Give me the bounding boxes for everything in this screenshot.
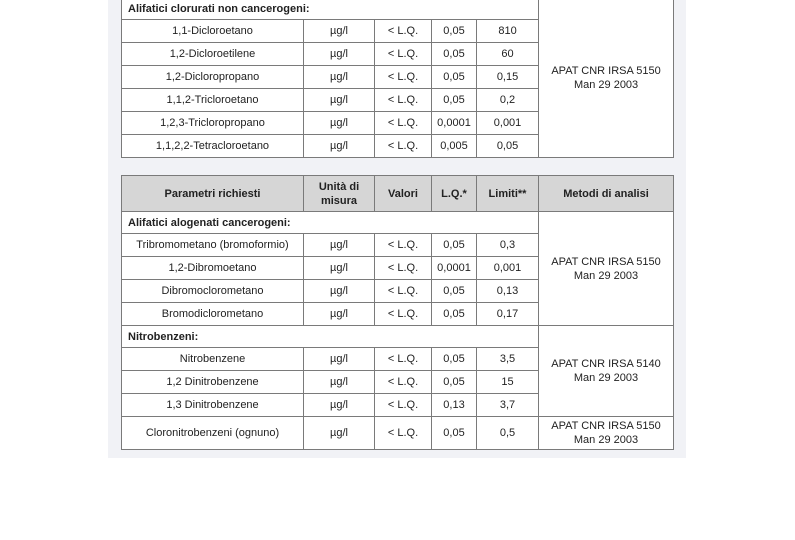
param-cell: 1,1,2,2-Tetracloroetano — [122, 135, 304, 158]
value-cell: < L.Q. — [375, 135, 432, 158]
param-cell: 1,1,2-Tricloroetano — [122, 89, 304, 112]
unit-cell: µg/l — [304, 348, 375, 371]
param-cell: 1,2-Dicloroetilene — [122, 43, 304, 66]
section-row — [122, 212, 674, 234]
method-cell: APAT CNR IRSA 5150 Man 29 2003 — [539, 212, 674, 326]
header-param: Parametri richiesti — [122, 176, 304, 212]
limit-cell: 0,05 — [477, 135, 539, 158]
section-row — [122, 0, 674, 20]
lq-cell: 0,05 — [432, 66, 477, 89]
header-unit: Unità di misura — [304, 176, 375, 212]
lq-cell: 0,05 — [432, 348, 477, 371]
unit-cell: µg/l — [304, 394, 375, 417]
method-cell: APAT CNR IRSA 5140 Man 29 2003 — [539, 326, 674, 417]
limit-cell: 810 — [477, 20, 539, 43]
limit-cell: 0,3 — [477, 234, 539, 257]
section-title: Alifatici clorurati non cancerogeni: — [122, 0, 539, 20]
lq-cell: 0,05 — [432, 303, 477, 326]
value-cell: < L.Q. — [375, 303, 432, 326]
lq-cell: 0,0001 — [432, 257, 477, 280]
table-alogenati-nitrobenzeni — [121, 175, 674, 450]
param-cell: 1,2-Dibromoetano — [122, 257, 304, 280]
unit-cell: µg/l — [304, 234, 375, 257]
param-cell: 1,1-Dicloroetano — [122, 20, 304, 43]
limit-cell: 0,001 — [477, 112, 539, 135]
table-alifatici-non-cancerogeni — [121, 0, 674, 158]
value-cell: < L.Q. — [375, 371, 432, 394]
param-cell: 1,2 Dinitrobenzene — [122, 371, 304, 394]
limit-cell: 0,15 — [477, 66, 539, 89]
value-cell: < L.Q. — [375, 66, 432, 89]
unit-cell: µg/l — [304, 66, 375, 89]
limit-cell: 0,17 — [477, 303, 539, 326]
lq-cell: 0,05 — [432, 20, 477, 43]
unit-cell: µg/l — [304, 303, 375, 326]
lq-cell: 0,05 — [432, 417, 477, 450]
unit-cell: µg/l — [304, 20, 375, 43]
header-lq: L.Q.* — [432, 176, 477, 212]
lq-cell: 0,05 — [432, 280, 477, 303]
lq-cell: 0,05 — [432, 371, 477, 394]
value-cell: < L.Q. — [375, 348, 432, 371]
header-method: Metodi di analisi — [539, 176, 674, 212]
unit-cell: µg/l — [304, 280, 375, 303]
param-cell: 1,3 Dinitrobenzene — [122, 394, 304, 417]
limit-cell: 60 — [477, 43, 539, 66]
unit-cell: µg/l — [304, 417, 375, 450]
limit-cell: 0,13 — [477, 280, 539, 303]
method-cell: APAT CNR IRSA 5150 Man 29 2003 — [539, 417, 674, 450]
value-cell: < L.Q. — [375, 43, 432, 66]
limit-cell: 15 — [477, 371, 539, 394]
unit-cell: µg/l — [304, 135, 375, 158]
unit-cell: µg/l — [304, 371, 375, 394]
param-cell: Cloronitrobenzeni (ognuno) — [122, 417, 304, 450]
value-cell: < L.Q. — [375, 112, 432, 135]
value-cell: < L.Q. — [375, 280, 432, 303]
header-limits: Limiti** — [477, 176, 539, 212]
table-row — [122, 417, 674, 450]
param-cell: Bromodiclorometano — [122, 303, 304, 326]
lq-cell: 0,13 — [432, 394, 477, 417]
section-title: Alifatici alogenati cancerogeni: — [122, 212, 539, 234]
method-cell: APAT CNR IRSA 5150 Man 29 2003 — [539, 0, 674, 158]
header-values: Valori — [375, 176, 432, 212]
value-cell: < L.Q. — [375, 234, 432, 257]
section-row — [122, 326, 674, 348]
param-cell: Tribromometano (bromoformio) — [122, 234, 304, 257]
lq-cell: 0,005 — [432, 135, 477, 158]
unit-cell: µg/l — [304, 257, 375, 280]
lq-cell: 0,0001 — [432, 112, 477, 135]
unit-cell: µg/l — [304, 43, 375, 66]
limit-cell: 3,5 — [477, 348, 539, 371]
value-cell: < L.Q. — [375, 257, 432, 280]
unit-cell: µg/l — [304, 112, 375, 135]
value-cell: < L.Q. — [375, 417, 432, 450]
unit-cell: µg/l — [304, 89, 375, 112]
limit-cell: 0,5 — [477, 417, 539, 450]
section-title: Nitrobenzeni: — [122, 326, 539, 348]
value-cell: < L.Q. — [375, 20, 432, 43]
param-cell: 1,2-Dicloropropano — [122, 66, 304, 89]
limit-cell: 0,2 — [477, 89, 539, 112]
value-cell: < L.Q. — [375, 394, 432, 417]
lq-cell: 0,05 — [432, 89, 477, 112]
value-cell: < L.Q. — [375, 89, 432, 112]
param-cell: 1,2,3-Tricloropropano — [122, 112, 304, 135]
lq-cell: 0,05 — [432, 43, 477, 66]
param-cell: Nitrobenzene — [122, 348, 304, 371]
limit-cell: 0,001 — [477, 257, 539, 280]
param-cell: Dibromoclorometano — [122, 280, 304, 303]
lq-cell: 0,05 — [432, 234, 477, 257]
header-row — [122, 176, 674, 212]
limit-cell: 3,7 — [477, 394, 539, 417]
